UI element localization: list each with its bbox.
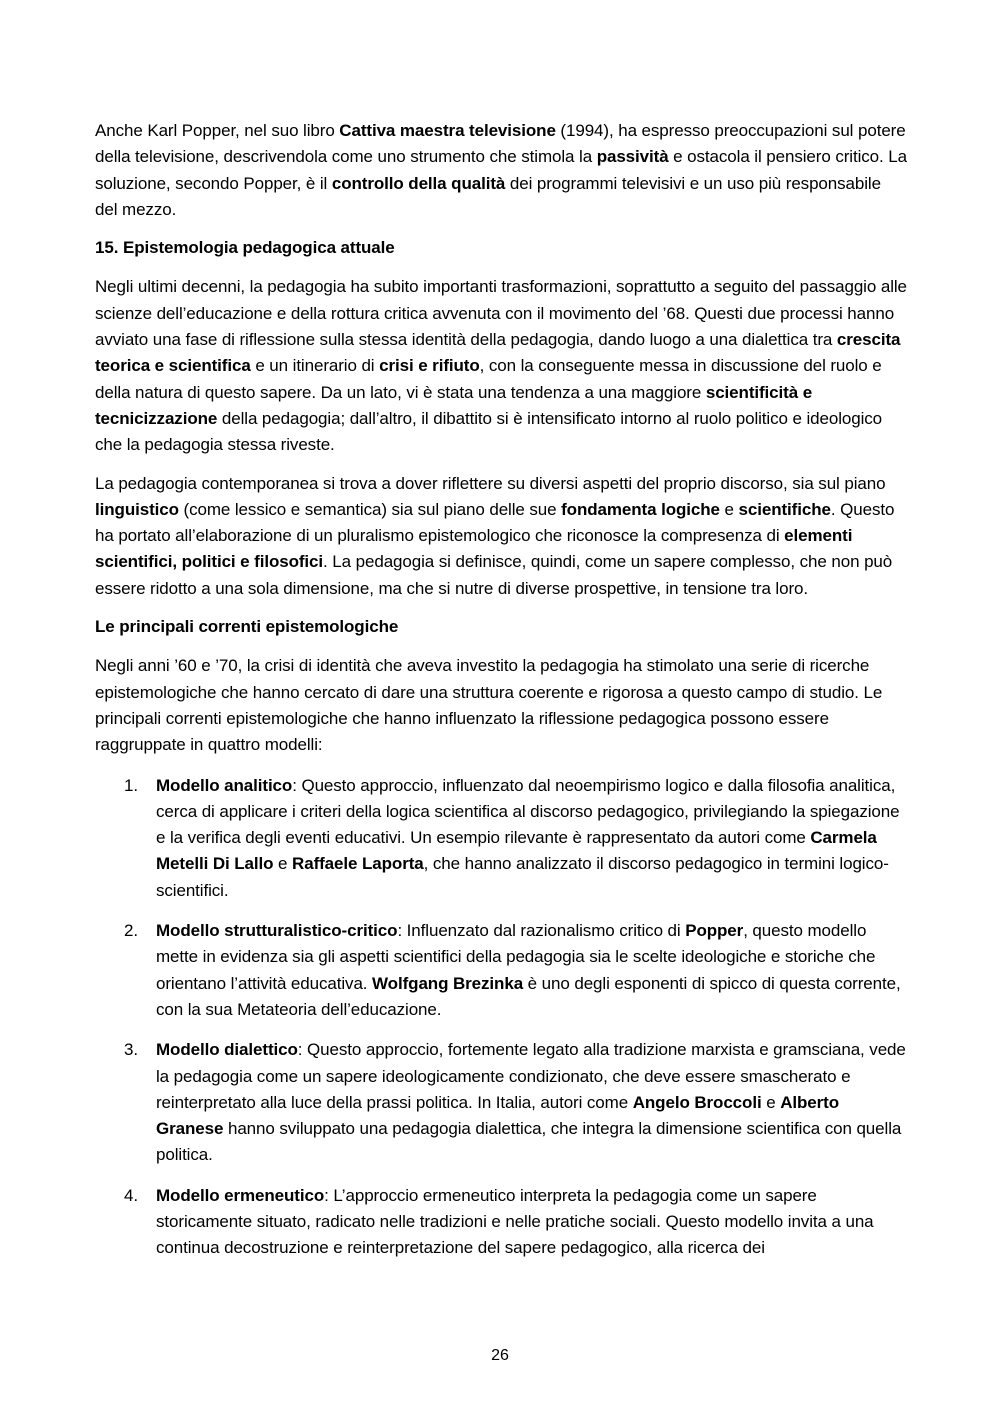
text-run: : Questo approccio, influenzato dal neoempirismo logico e dalla filosofia analitica, cerca di applicare i criteri della logica scientifica al discorso pedagogico, privilegiando la spiegazione e la verifica degli eventi educativi. Un esempio rilevante è rappresentato da autori come xyxy=(156,775,900,848)
list-number: 2. xyxy=(124,921,138,941)
list-number: 1. xyxy=(124,775,138,795)
section-heading: 15. Epistemologia pedagogica attuale xyxy=(95,238,395,258)
text-run: , che hanno analizzato il discorso pedagogico in termini logico-scientifici. xyxy=(156,854,889,900)
model-title: Modello strutturalistico-critico xyxy=(156,921,398,941)
list-item xyxy=(95,918,907,1023)
text-run: La pedagogia contemporanea si trova a dover riflettere su diversi aspetti del proprio discorso, sia sul piano xyxy=(95,473,886,493)
text-run: , questo modello mette in evidenza sia gli aspetti scientifici della pedagogia sia le scelte ideologiche e storiche che orientano l’attività educativa. xyxy=(156,921,876,993)
text-run: è uno degli esponenti di spicco di questa corrente, con la sua Metateoria dell’educazione. xyxy=(156,973,901,1019)
text-run: : L’approccio ermeneutico interpreta la pedagogia come un sapere storicamente situato, radicato nelle tradizioni e nelle pratiche sociali. Questo modello invita a una continua decostruzione e reinterpretazione del sapere pedagogico, alla ricerca dei xyxy=(156,1185,874,1258)
book-title: Cattiva maestra televisione xyxy=(339,121,556,140)
intro-paragraph xyxy=(95,118,907,223)
page-number: 26 xyxy=(491,1347,509,1364)
bold-term: Angelo Broccoli xyxy=(632,1092,762,1112)
body-paragraph: Negli anni ’60 e ’70, la crisi di identità che aveva investito la pedagogia ha stimolato una serie di ricerche epistemologiche che hanno cercato di dare una struttura coerente e rigorosa a questo campo di studio. Le principali correnti epistemologiche che hanno influenzato la riflessione pedagogica possono essere raggruppate in quattro modelli: xyxy=(95,656,883,755)
bold-term: scientifiche xyxy=(738,499,831,519)
text-run: e xyxy=(273,854,293,874)
bold-term: Carmela Metelli Di Lallo xyxy=(156,828,877,874)
bold-term: Alberto Granese xyxy=(156,1092,839,1139)
model-title: Modello ermeneutico xyxy=(156,1185,325,1205)
text-run: (1994), ha espresso preoccupazioni sul potere della televisione, descrivendola come uno strumento che stimola la xyxy=(95,121,906,167)
text-run: , con la conseguente messa in discussione del ruolo e della natura di questo sapere. Da un lato, vi è stata una tendenza a una maggiore xyxy=(95,356,882,402)
text-run: : Questo approccio, fortemente legato alla tradizione marxista e gramsciana, vede la pedagogia come un sapere ideologicamente condizionato, che deve essere smascherato e reinterpretato alla luce della prassi politica. In Italia, autori come xyxy=(156,1040,906,1112)
text-run: . La pedagogia si definisce, quindi, come un sapere complesso, che non può essere ridotto a una sola dimensione, ma che si nutre di diverse prospettive, in tensione tra loro. xyxy=(95,552,893,598)
list-number: 3. xyxy=(124,1040,138,1060)
text-run: Anche Karl Popper, nel suo libro xyxy=(95,121,340,140)
list-item xyxy=(95,1183,907,1262)
body-paragraph xyxy=(95,471,907,602)
bold-term: controllo della qualità xyxy=(331,173,506,193)
bold-term: crisi e rifiuto xyxy=(379,356,480,376)
models-list xyxy=(95,773,907,1262)
model-title: Modello analitico xyxy=(156,775,293,795)
bold-term: Raffaele Laporta xyxy=(292,854,424,874)
model-title: Modello dialettico xyxy=(156,1040,298,1060)
text-run: : Influenzato dal razionalismo critico di xyxy=(397,921,686,941)
list-number: 4. xyxy=(124,1185,138,1205)
text-run: e un itinerario di xyxy=(250,356,380,376)
bold-term: Popper xyxy=(685,921,744,941)
body-paragraph xyxy=(95,274,907,458)
bold-term: passività xyxy=(596,147,669,167)
text-run: Negli ultimi decenni, la pedagogia ha subito importanti trasformazioni, soprattutto a seguito del passaggio alle scienze dell’educazione e della rottura critica avvenuta con il movimento del ’68. Questi due processi hanno avviato una fase di riflessione sulla stessa identità della pedagogia, dando luogo a una dialettica tra xyxy=(95,277,907,350)
bold-term: scientificità e tecnicizzazione xyxy=(95,382,813,428)
text-run: e xyxy=(719,499,739,519)
text-run: e ostacola il pensiero critico. La soluzione, secondo Popper, è il xyxy=(95,147,907,193)
list-item xyxy=(95,773,907,904)
text-run: dei programmi televisivi e un uso più responsabile del mezzo. xyxy=(95,173,881,219)
bold-term: fondamenta logiche xyxy=(561,499,720,519)
bold-term: elementi scientifici, politici e filosofici xyxy=(95,526,853,572)
text-run: della pedagogia; dall’altro, il dibattito si è intensificato intorno al ruolo politico e ideologico che la pedagogia stessa riveste. xyxy=(95,408,883,455)
page-content xyxy=(95,118,907,1276)
bold-term: Wolfgang Brezinka xyxy=(372,973,524,993)
text-run: hanno sviluppato una pedagogia dialettica, che integra la dimensione scientifica con quella politica. xyxy=(156,1119,902,1165)
text-run: e xyxy=(761,1092,781,1112)
bold-term: linguistico xyxy=(95,499,179,519)
text-run: . Questo ha portato all’elaborazione di un pluralismo epistemologico che riconosce la compresenza di xyxy=(95,499,895,546)
bold-term: crescita teorica e scientifica xyxy=(95,330,901,376)
text-run: (come lessico e semantica) sia sul piano delle sue xyxy=(178,499,562,519)
list-item xyxy=(95,1037,907,1168)
subsection-heading: Le principali correnti epistemologiche xyxy=(95,617,399,637)
